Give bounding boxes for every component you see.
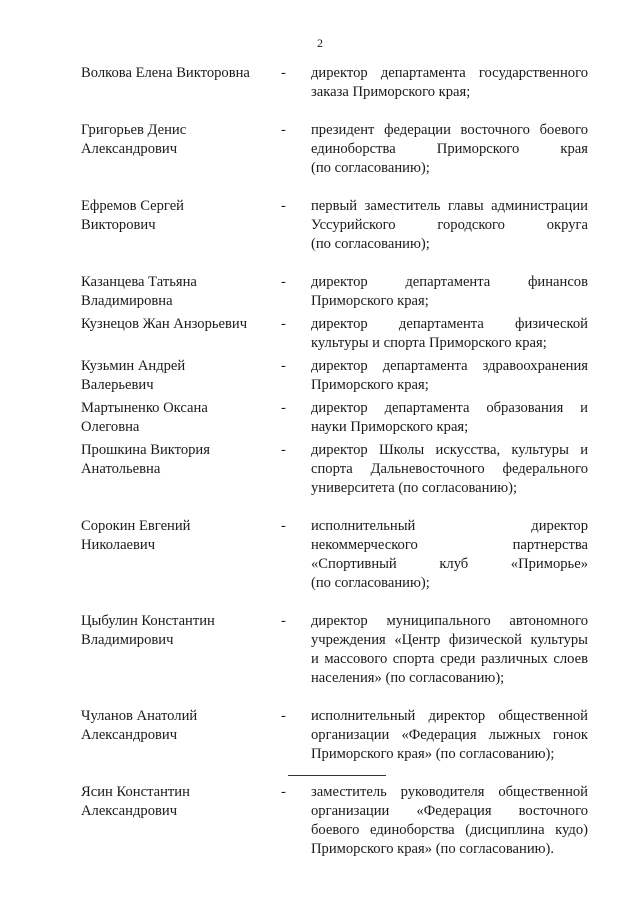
list-item	[81, 273, 589, 311]
member-position: директор департамента физической культуры и спорта Приморского края;	[311, 316, 588, 351]
member-position: исполнительный директор общественной организации «Федерация лыжных гонок Приморского края» (по согласованию);	[311, 708, 588, 762]
list-item	[81, 357, 589, 395]
page-number: 2	[317, 36, 323, 50]
member-name: Цыбулин Константин Владимирович	[81, 613, 215, 648]
dash-separator: -	[281, 358, 286, 374]
member-name: Григорьев Денис Александрович	[81, 122, 187, 157]
member-position: директор департамента государственного заказа Приморского края;	[311, 65, 588, 100]
member-name: Волкова Елена Викторовна	[81, 65, 250, 81]
member-position: директор департамента финансов Приморского края;	[311, 274, 588, 309]
member-name: Чуланов Анатолий Александрович	[81, 708, 198, 743]
list-item	[81, 441, 589, 498]
member-position: заместитель руководителя общественной организации «Федерация восточного боевого единоборства (дисциплина кудо) Приморского края» (по согласованию).	[311, 784, 588, 857]
member-name: Кузьмин Андрей Валерьевич	[81, 358, 186, 393]
member-position: президент федерации восточного боевого единоборства Приморского края (по согласованию);	[311, 122, 588, 176]
list-item	[81, 707, 589, 764]
member-position: директор департамента здравоохранения Приморского края;	[311, 358, 588, 393]
list-item	[81, 315, 589, 353]
member-position: первый заместитель главы администрации Уссурийского городского округа (по согласованию);	[311, 198, 588, 252]
dash-separator: -	[281, 274, 286, 290]
dash-separator: -	[281, 784, 286, 800]
list-item	[81, 612, 589, 688]
dash-separator: -	[281, 65, 286, 81]
dash-separator: -	[281, 198, 286, 214]
list-item	[81, 517, 589, 593]
member-position: исполнительный директор некоммерческого партнерства «Спортивный клуб «Приморье» (по согласованию);	[311, 518, 588, 591]
list-item	[81, 197, 589, 254]
dash-separator: -	[281, 400, 286, 416]
member-position: директор Школы искусства, культуры и спорта Дальневосточного федерального университета (по согласованию);	[311, 442, 588, 496]
member-name: Сорокин Евгений Николаевич	[81, 518, 191, 553]
list-item	[81, 399, 589, 437]
list-item	[81, 64, 589, 102]
dash-separator: -	[281, 518, 286, 534]
dash-separator: -	[281, 316, 286, 332]
member-name: Кузнецов Жан Анзорьевич	[81, 316, 248, 332]
member-name: Мартыненко Оксана Олеговна	[81, 400, 208, 435]
dash-separator: -	[281, 122, 286, 138]
member-name: Казанцева Татьяна Владимировна	[81, 274, 197, 309]
list-item	[81, 121, 589, 178]
member-position: директор муниципального автономного учреждения «Центр физической культуры и массового спорта среди различных слоев населения» (по согласованию);	[311, 613, 588, 686]
member-name: Ясин Константин Александрович	[81, 784, 190, 819]
end-divider-line	[288, 775, 386, 776]
dash-separator: -	[281, 613, 286, 629]
dash-separator: -	[281, 708, 286, 724]
member-position: директор департамента образования и науки Приморского края;	[311, 400, 588, 435]
dash-separator: -	[281, 442, 286, 458]
member-name: Ефремов Сергей Викторович	[81, 198, 184, 233]
member-name: Прошкина Виктория Анатольевна	[81, 442, 210, 477]
member-list	[81, 64, 589, 859]
list-item	[81, 783, 589, 859]
